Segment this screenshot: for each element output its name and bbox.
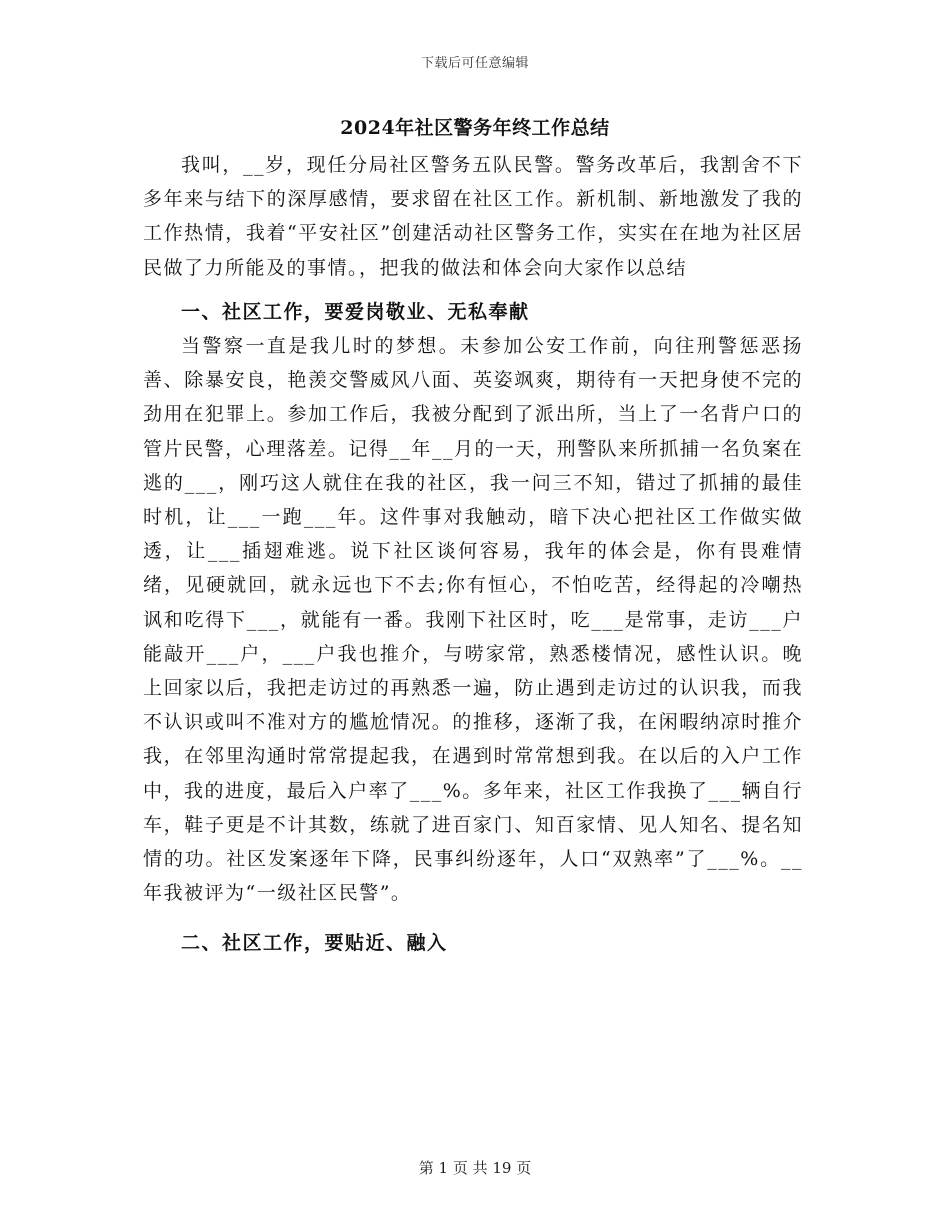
section-1-paragraph: 当警察一直是我儿时的梦想。未参加公安工作前，向往刑警惩恶扬善、除暴安良，艳羡交警威风八面、英姿飒爽，期待有一天把身使不完的劲用在犯罪上。参加工作后，我被分配到了派出所，当上了一名背户口的管片民警，心理落差。记得__年__月的一天，刑警队来所抓捕一名负案在逃的___，刚巧这人就住在我的社区，我一问三不知，错过了抓捕的最佳时机，让___一跑___年。这件事对我触动，暗下决心把社区工作做实做透，让___插翅难逃。说下社区谈何容易，我年的体会是，你有畏难情绪，见硬就回，就永远也下不去;你有恒心，不怕吃苦，经得起的冷嘲热讽和吃得下___，就能有一番。我刚下社区时，吃___是常事，走访___户能敲开___户，___户我也推介，与唠家常，熟悉楼情况，感性认识。晚上回家以后，我把走访过的再熟悉一遍，防止遇到走访过的认识我，而我不认识或叫不准对方的尴尬情况。的推移，逐渐了我，在闲暇纳凉时推介我，在邻里沟通时常常提起我，在遇到时常常想到我。在以后的入户工作中，我的进度，最后入户率了___%。多年来，社区工作我换了___辆自行车，鞋子更是不计其数，练就了进百家门、知百家情、见人知名、提名知情的功。社区发案逐年下降，民事纠纷逐年，人口“双熟率”了___%。__年我被评为“一级社区民警”。 [143,335,803,905]
intro-paragraph: 我叫，__岁，现任分局社区警务五队民警。警务改革后，我割舍不下多年来与结下的深厚感情，要求留在社区工作。新机制、新地激发了我的工作热情，我着“平安社区”创建活动社区警务工作，实实在在地为社区居民做了力所能及的事情。，把我的做法和体会向大家作以总结 [143,154,803,279]
document-body [143,148,803,961]
page-number-footer: 第 1 页 共 19 页 [418,1159,532,1177]
document-title: 2024年社区警务年终工作总结 [340,117,610,139]
section-heading-2: 二、社区工作，要贴近、融入 [181,932,448,955]
section-heading-1: 一、社区工作，要爱岗敬业、无私奉献 [181,300,530,323]
header-note: 下载后可任意编辑 [420,56,529,71]
